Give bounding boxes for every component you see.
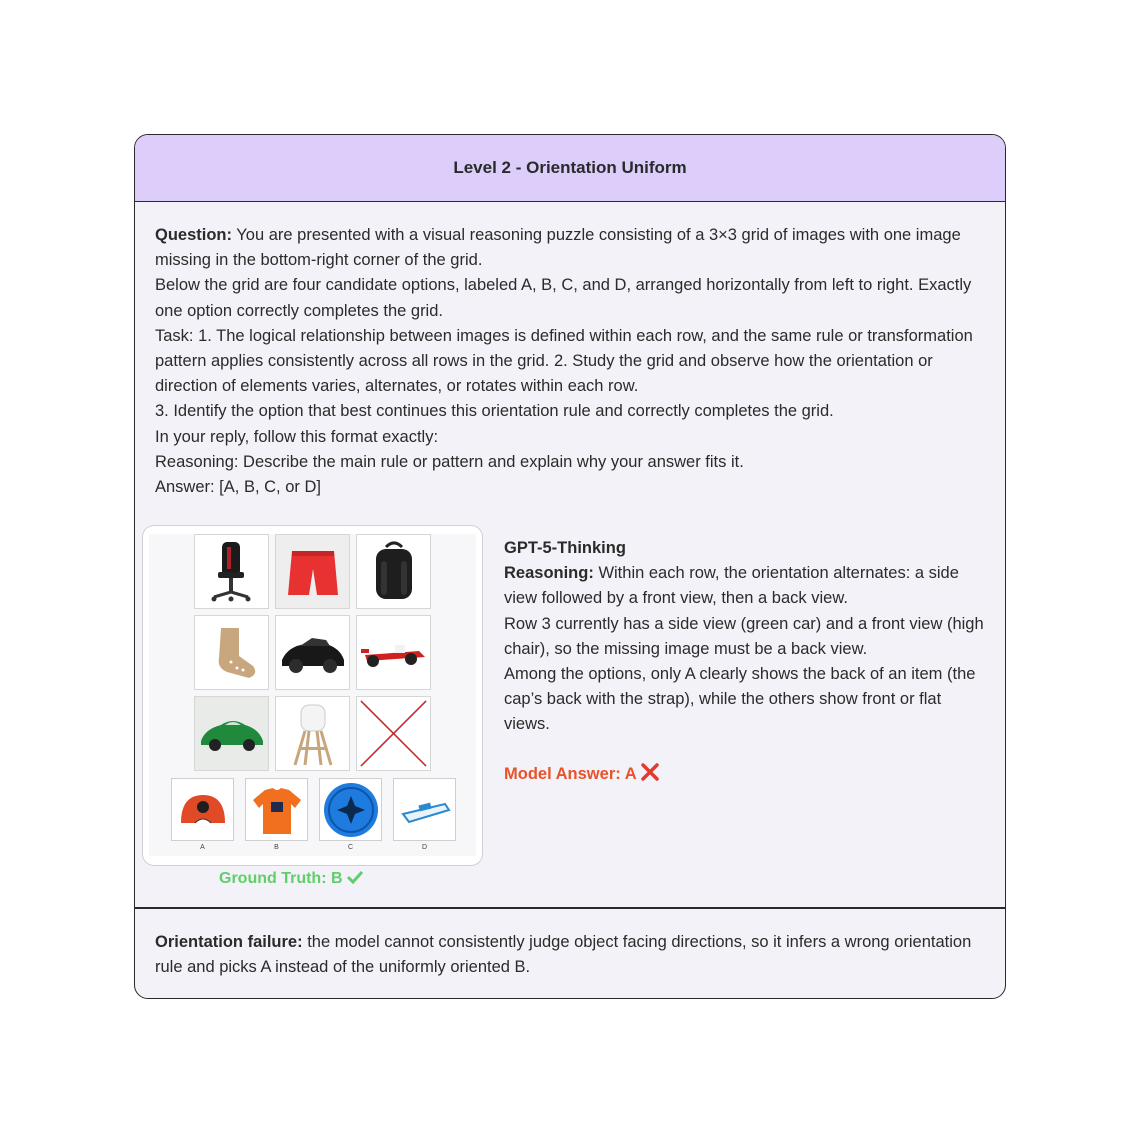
card-title: Level 2 - Orientation Uniform [135, 135, 1005, 202]
grid-cell-red-shorts [275, 534, 350, 609]
model-name: GPT-5-Thinking [504, 539, 626, 557]
backpack-image [368, 539, 420, 605]
grid-cell-green-car [194, 696, 269, 771]
ground-truth [219, 870, 363, 888]
sock-image [201, 622, 263, 684]
option-d-toy-boat [393, 778, 456, 841]
sports-car-image [278, 628, 348, 678]
toy-boat-image [397, 790, 453, 830]
red-cross-mark [357, 696, 430, 771]
high-chair-image [285, 699, 341, 769]
option-c-frisbee [319, 778, 382, 841]
option-label: B [274, 844, 279, 851]
option-b-tshirt [245, 778, 308, 841]
model-answer-text: Model Answer: A [504, 765, 637, 783]
question-line: Reasoning: Describe the main rule or pattern and explain why your answer fits it. [155, 452, 744, 471]
section-divider [135, 907, 1005, 909]
orange-cap-image [175, 787, 231, 833]
reasoning-line: Among the options, only A clearly shows the back of an item (the cap’s back with the strap), while the others show front or flat views. [504, 665, 976, 734]
option-label: C [347, 844, 354, 851]
question-block [155, 223, 987, 500]
puzzle-image [149, 534, 476, 856]
model-response [504, 536, 984, 738]
green-car-image [197, 711, 267, 757]
failure-summary [155, 930, 987, 980]
failure-text: the model cannot consistently judge object facing directions, so it infers a wrong orientation rule and picks A instead of the uniformly oriented B. [155, 933, 972, 977]
orange-tshirt-image [249, 782, 305, 838]
failure-label: Orientation failure: [155, 933, 303, 951]
blue-frisbee-image [321, 780, 381, 840]
model-answer [504, 763, 659, 784]
grid-cell-black-backpack [356, 534, 431, 609]
grid-cell-high-chair [275, 696, 350, 771]
f1-car-image [359, 633, 429, 673]
question-text: You are presented with a visual reasoning puzzle consisting of a 3×3 grid of images with one image missing in the bottom-right corner of the grid. [155, 226, 961, 270]
gaming-chair-image [202, 537, 262, 607]
puzzle-panel [142, 525, 483, 866]
ground-truth-text: Ground Truth: B [219, 870, 343, 887]
question-label: Question: [155, 226, 232, 244]
grid-cell-gaming-chair [194, 534, 269, 609]
cross-icon [641, 763, 659, 781]
missing-cell-cross [356, 696, 431, 771]
reasoning-text: Within each row, the orientation alternates: a side view followed by a front view, then a back view. [504, 564, 959, 608]
check-icon [347, 870, 363, 884]
case-card [134, 134, 1006, 999]
question-line: Answer: [A, B, C, or D] [155, 478, 321, 497]
option-label: D [421, 844, 428, 851]
reasoning-label: Reasoning: [504, 564, 594, 583]
reasoning-line: Row 3 currently has a side view (green car) and a front view (high chair), so the missing image must be a back view. [504, 614, 984, 658]
red-shorts-image [282, 541, 344, 603]
question-line: Task: 1. The logical relationship between images is defined within each row, and the same rule or transformation pattern applies consistently across all rows in the grid. 2. Study the grid and observe how the orientation or direction of elements varies, alternates, or rotates within each row. [155, 326, 973, 396]
question-line: Below the grid are four candidate options, labeled A, B, C, and D, arranged horizontally from left to right. Exactly one option correctly completes the grid. [155, 276, 972, 320]
grid-cell-f1-car [356, 615, 431, 690]
option-label: A [200, 844, 205, 851]
question-line: 3. Identify the option that best continues this orientation rule and correctly completes the grid. [155, 402, 834, 421]
option-a-cap [171, 778, 234, 841]
grid-cell-sports-car [275, 615, 350, 690]
grid-cell-sock [194, 615, 269, 690]
question-line: In your reply, follow this format exactly: [155, 427, 439, 446]
